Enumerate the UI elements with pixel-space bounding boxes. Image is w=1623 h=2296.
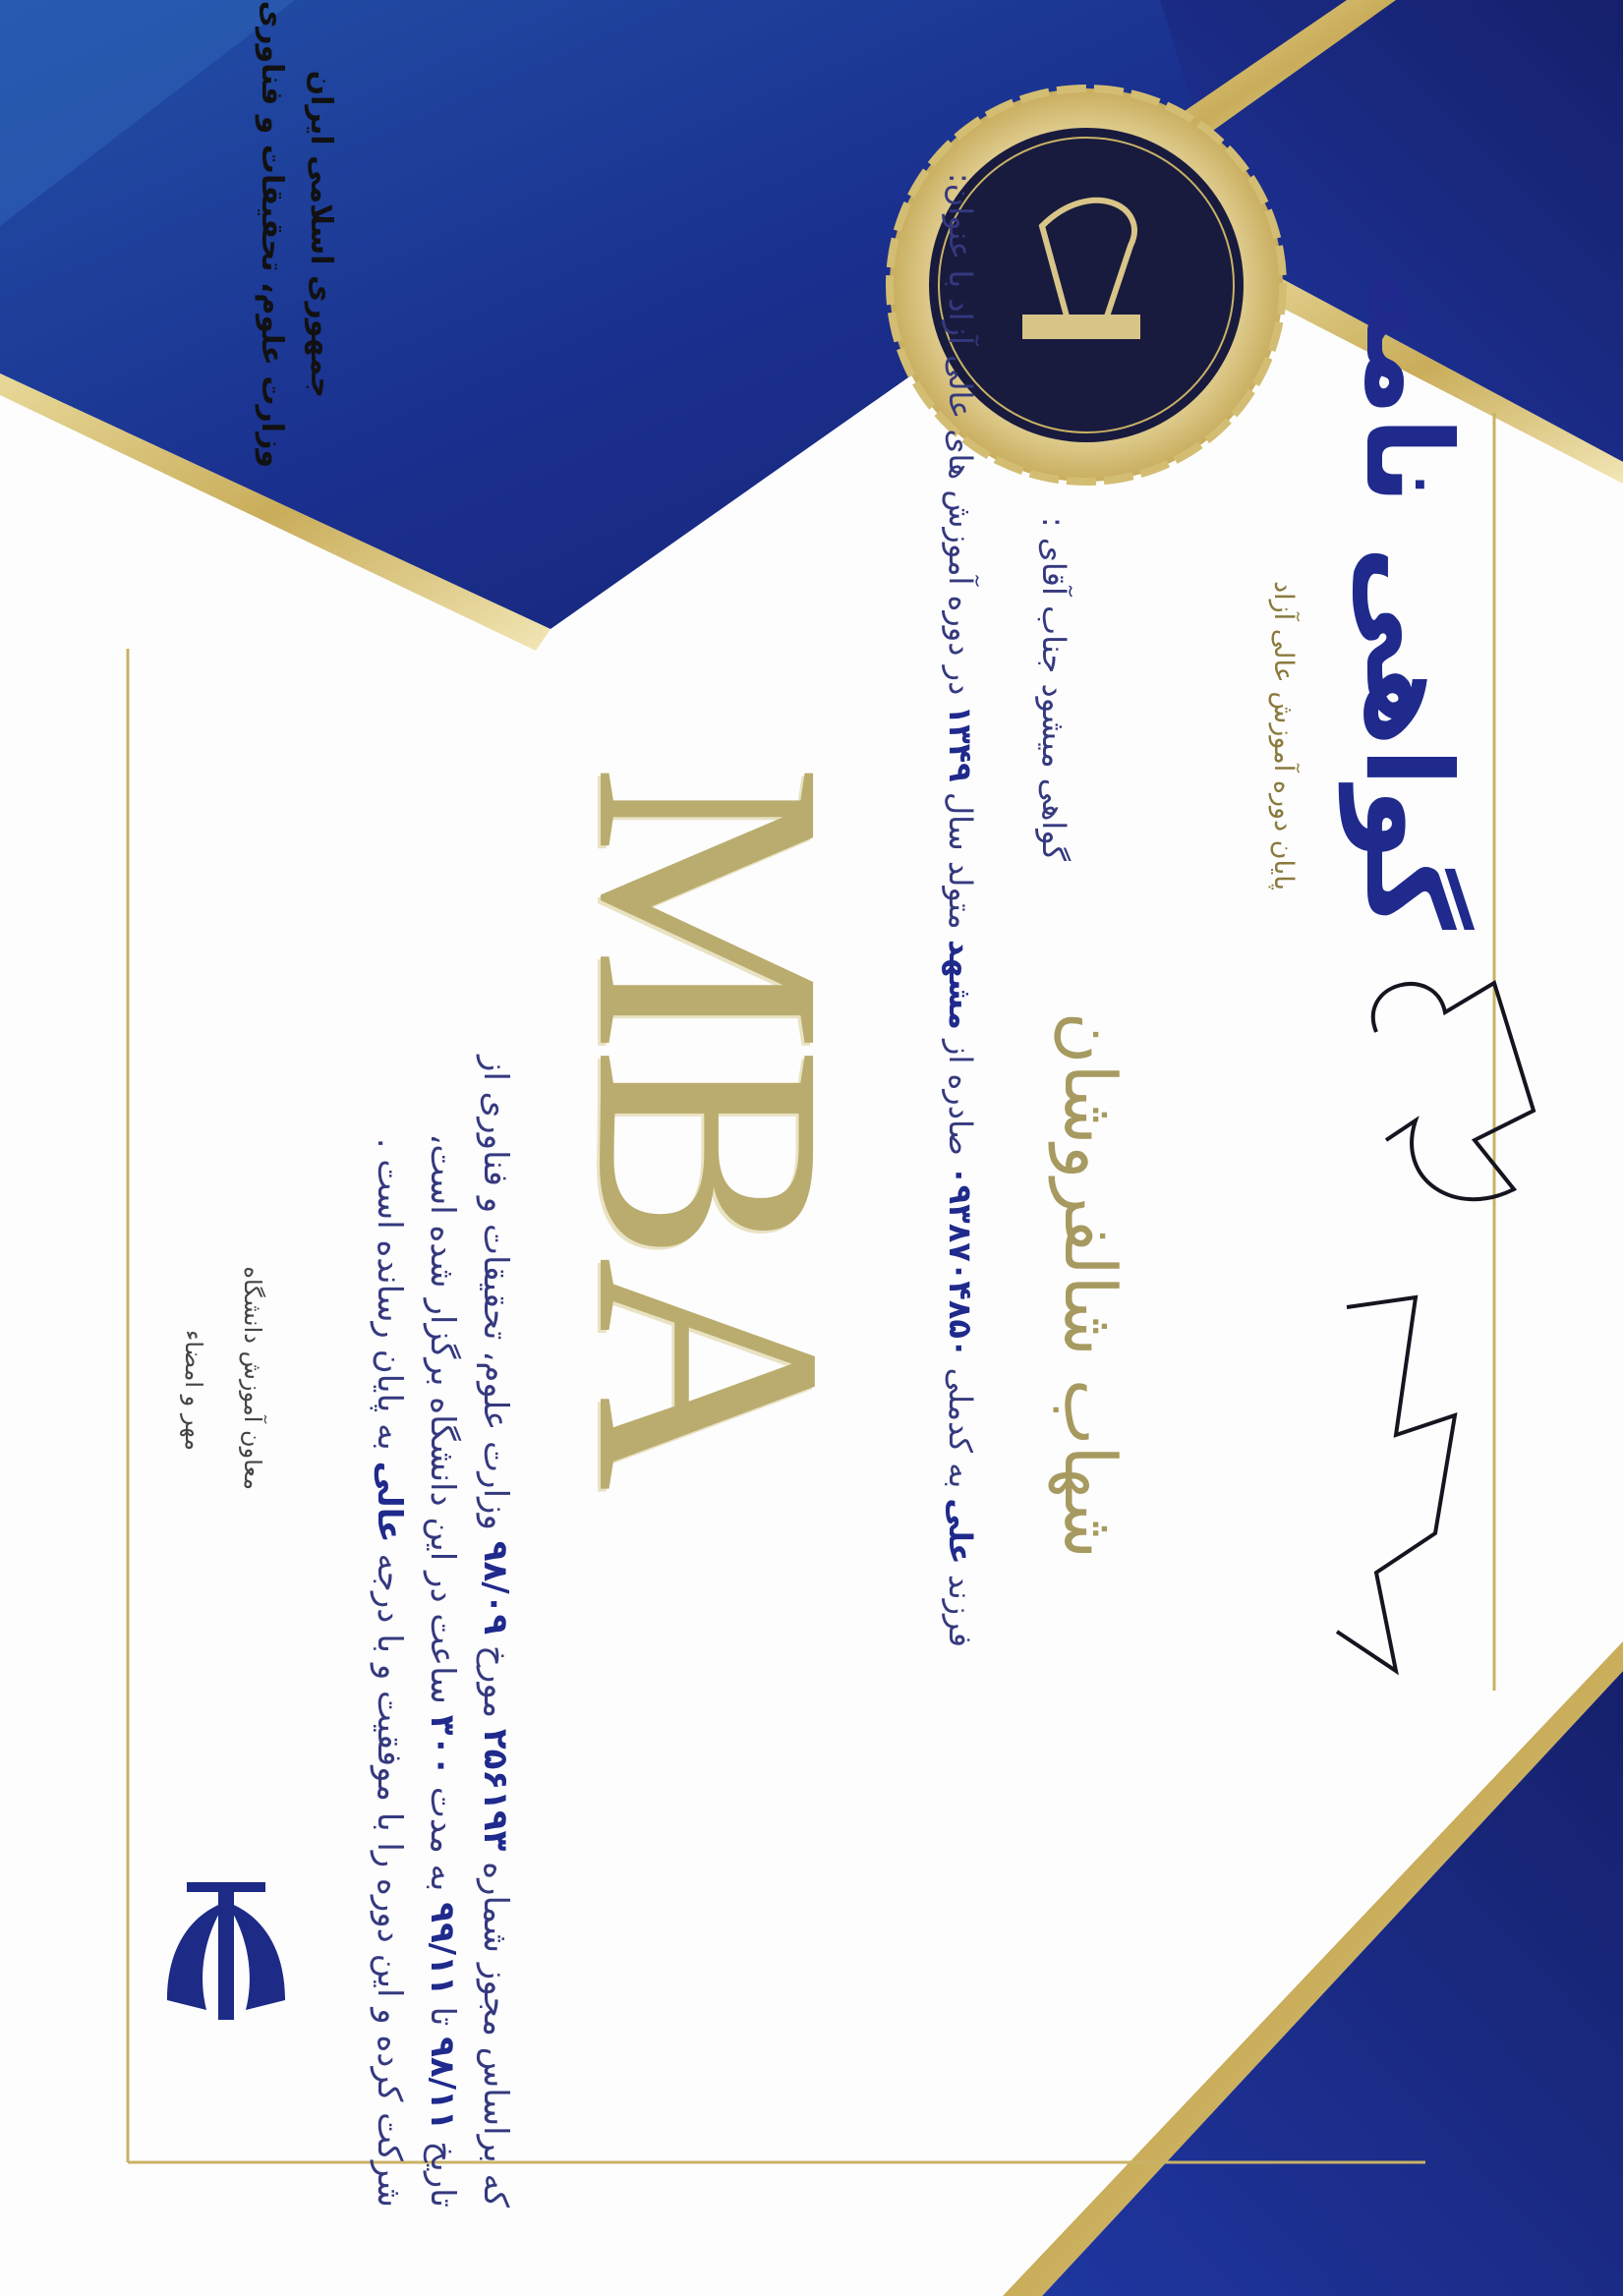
body-text-6: ساعت در این دانشگاه برگزار شده است، شرکت کرده و این دوره را با موفقیت و با درجه — [370, 1133, 462, 2208]
body-text-4: تا — [423, 2006, 462, 2027]
details-line — [942, 173, 979, 1647]
issued-from-label: صادره از — [942, 1040, 979, 1156]
license-number: ۲۵۶۱۹۳ — [476, 1728, 515, 1852]
son-of-label: فرزند — [942, 1574, 979, 1647]
course-title: MBA — [530, 764, 889, 1485]
father-name: علی — [942, 1498, 979, 1565]
body-text-2: مورخ — [476, 1644, 515, 1719]
certify-line: گواهی میشود جناب آقای : — [1035, 516, 1072, 861]
body-text-1: که براساس مجوز شماره — [476, 1862, 515, 2208]
national-id: ۰۹۳۸۷۰۴۸۵۰ — [942, 1166, 979, 1358]
birth-year: ۱۳۴۹ — [942, 705, 979, 782]
national-id-label: به کدملی — [942, 1367, 979, 1489]
course-line: در دوره آموزش های عالی آزاد با عنوان: — [942, 172, 979, 696]
body-text-5: به مدت — [423, 1786, 462, 1892]
end-date: ۹۹/۱۱ — [423, 1902, 462, 1996]
grade: عالی — [370, 1461, 409, 1543]
birth-year-label: متولد سال — [942, 791, 979, 930]
ministry-block — [247, 1, 345, 468]
ministry-line-2: وزارت علوم، تحقیقات و فناوری — [255, 0, 289, 468]
issued-from: مشهد — [942, 939, 979, 1030]
license-date: ۹۸/۰۹ — [476, 1540, 515, 1636]
certificate-body — [363, 1048, 522, 2208]
start-date: ۹۸/۱۱ — [423, 2037, 462, 2131]
recipient-name: شهاب شالفروشان — [1049, 1011, 1131, 1559]
certificate-subtitle: پایان دوره آموزش عالی آزاد — [1268, 581, 1299, 890]
signatory-title: معاون آموزش دانشگاه — [239, 1266, 266, 1490]
body-text-3: وزارت علوم، تحقیقات و فناوری از تاریخ — [423, 1055, 515, 2208]
stamp-label: مهر و امضاء — [180, 1330, 207, 1451]
course-hours: ۳۰۰ — [423, 1714, 462, 1776]
ministry-line-1: جمهوری اسلامی ایران — [304, 70, 338, 399]
certificate-title: گواهی نامه — [1339, 271, 1476, 930]
body-text-7: به پایان رسانده است . — [370, 1137, 409, 1451]
